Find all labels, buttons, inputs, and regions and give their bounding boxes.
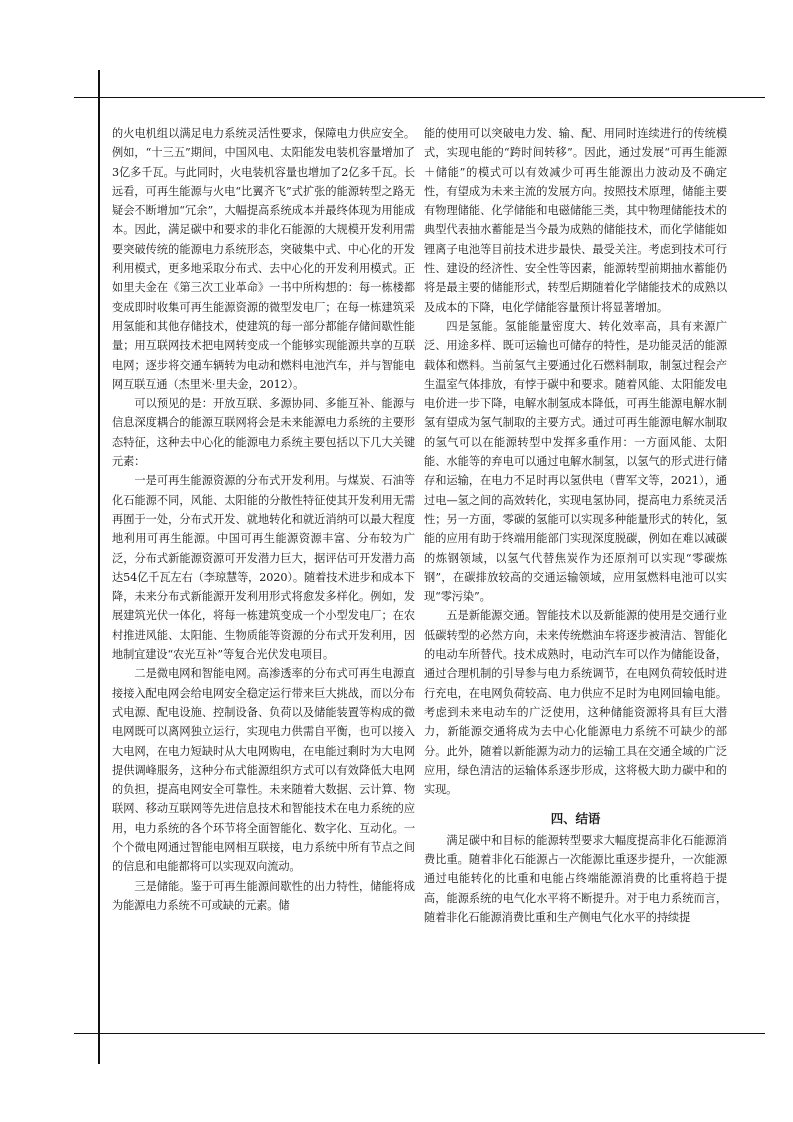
paragraph-foresight: 可以预见的是：开放互联、多源协同、多能互补、能源与信息深度耦合的能源互联网将会是未来能源电力系统的主要形态特征，这种去中心化的能源电力系统主要包括以下几大关键元素： xyxy=(112,397,415,469)
paragraph-transport: 五是新能源交通。智能技术以及新能源的使用是交通行业低碳转型的必然方向，未来传统燃油车将逐步被清洁、智能化的电动车所替代。技术成熟时，电动汽车可以作为储能设备，通过合理机制的引导参与电力系统调节，在电网负荷较低时进行充电，在电网负荷较高、电力供应不足时为电网回输电能。考虑到未来电动车的广泛使用，这种储能资源将具有巨大潜力，新能源交通将成为去中心化能源电力系统不可缺少的部分。此外，随着以新能源为动力的运输工具在交通全域的广泛应用，绿色清洁的运输体系逐步形成，这将极大助力碳中和的实现。 xyxy=(424,609,727,797)
paragraph-hydrogen: 四是氢能。氢能能量密度大、转化效率高，具有来源广泛、用途多样、既可运输也可储存的特性，是功能灵活的能源载体和燃料。当前氢气主要通过化石燃料制取，制氢过程会产生温室气体排放，有悖于碳中和要求。随着风能、太阳能发电电价进一步下降，电解水制氢成本降低，可再生能源电解水制氢有望成为氢气制取的主要方式。通过可再生能源电解水制取的氢气可以在能源转型中发挥多重作用：一方面风能、太阳能、水能等的弃电可以通过电解水制氢，以氢气的形式进行储存和运输，在电力不足时再以氢供电（曹军文等，2021），通过电—氢之间的高效转化，实现电氢协同，提高电力系统灵活性；另一方面，零碳的氢能可以实现多种能量形式的转化，氢能的应用有助于终端用能部门实现深度脱碳，例如在难以减碳的炼钢领域，以氢气代替焦炭作为还原剂可以实现“零碳炼钢”，在碳排放较高的交通运输领域，应用氢燃料电池可以实现“零污染”。 xyxy=(424,319,727,604)
paragraph-storage-start: 三是储能。鉴于可再生能源间歇性的出力特性，储能将成为能源电力系统不可或缺的元素。储 xyxy=(112,879,415,912)
paragraph-distributed-intro: 的火电机组以满足电力系统灵活性要求，保障电力供应安全。例如，“十三五”期间，中国风电、太阳能发电装机容量增加了3亿多千瓦。与此同时，火电装机容量也增加了2亿多千瓦。长远看，可再生能源与火电“比翼齐飞”式扩张的能源转型之路无疑会不断增加“冗余”，大幅提高系统成本并最终体现为用能成本。因此，满足碳中和要求的非化石能源的大规模开发利用需要突破传统的能源电力系统形态，突破集中式、中心化的开发利用模式，更多地采取分布式、去中心化的开发利用模式。正如里夫金在《第三次工业革命》一书中所构想的：每一栋楼都变成即时收集可再生能源资源的微型发电厂；在每一栋建筑采用氢能和其他存储技术，使建筑的每一部分都能存储间歇性能量；用互联网技术把电网转变成一个能够实现能源共享的互联电网；逐步将交通车辆转为电动和燃料电池汽车，并与智能电网互联互通（杰里米·里夫金，2012）。 xyxy=(112,127,415,391)
paragraph-storage-cont: 能的使用可以突破电力发、输、配、用同时连续进行的传统模式，实现电能的“跨时间转移”。因此，通过发展“可再生能源＋储能”的模式可以有效减少可再生能源出力波动及不确定性，有望成为未来主流的发展方向。按照技术原理，储能主要有物理储能、化学储能和电磁储能三类，其中物理储能技术的典型代表抽水蓄能是当今最为成熟的储能技术，而化学储能如锂离子电池等目前技术进步最快、最受关注。考虑到技术可行性、建设的经济性、安全性等因素，能源转型前期抽水蓄能仍将是最主要的储能形式，转型后期随着化学储能技术的成熟以及成本的下降，电化学储能容量预计将显著增加。 xyxy=(424,127,727,314)
left-column xyxy=(112,124,415,915)
paragraph-distributed-generation: 一是可再生能源资源的分布式开发利用。与煤炭、石油等化石能源不同，风能、太阳能的分散性特征使其开发利用无需再囿于一处，分布式开发、就地转化和就近消纳可以最大程度地利用可再生能源。中国可再生能源资源丰富、分布较为广泛，分布式新能源资源可开发潜力巨大，据评估可开发潜力高达54亿千瓦左右（李琼慧等，2020）。随着技术进步和成本下降，未来分布式新能源开发利用形式将愈发多样化。例如，发展建筑光伏一体化，将每一栋建筑变成一个小型发电厂；在农村推进风能、太阳能、生物质能等资源的分布式开发利用，因地制宜建设“农光互补”等复合光伏发电项目。 xyxy=(112,474,415,662)
right-column xyxy=(424,124,727,927)
paragraph-conclusion: 满足碳中和目标的能源转型要求大幅度提高非化石能源消费比重。随着非化石能源占一次能源比重逐步提升，一次能源通过电能转化的比重和电能占终端能源消费的比重将趋于提高，能源系统的电气化水平将不断提升。对于电力系统而言，随着非化石能源消费比重和生产侧电气化水平的持续提 xyxy=(424,833,727,924)
crop-mark-top xyxy=(74,97,765,98)
crop-mark-bottom xyxy=(74,1033,765,1034)
paragraph-microgrid: 二是微电网和智能电网。高渗透率的分布式可再生电源直接接入配电网会给电网安全稳定运行带来巨大挑战，而以分布式电源、配电设施、控制设备、负荷以及储能装置等构成的微电网既可以离网独立运行，实现电力供需自平衡，也可以接入大电网，在电力短缺时从大电网购电，在电能过剩时为大电网提供调峰服务，这种分布式能源组织方式可以有效降低大电网的负担，提高电网安全可靠性。未来随着大数据、云计算、物联网、移动互联网等先进信息技术和智能技术在电力系统的应用，电力系统的各个环节将全面智能化、数字化、互动化。一个个微电网通过智能电网相互联接，电力系统中所有节点之间的信息和电能都将可以实现双向流动。 xyxy=(112,667,415,874)
section-heading-conclusion: 四、结语 xyxy=(550,811,601,827)
crop-mark-vertical xyxy=(98,70,100,1064)
